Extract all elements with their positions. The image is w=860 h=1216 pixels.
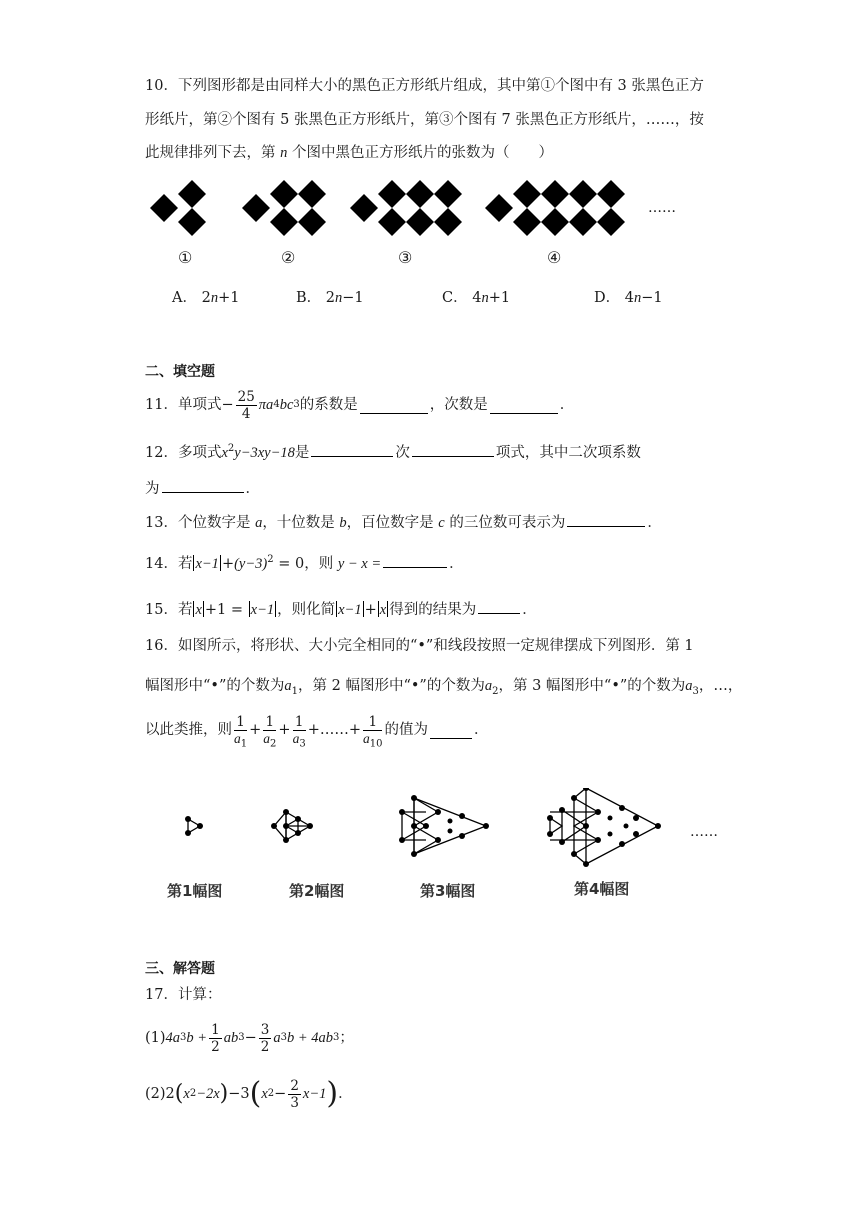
q16-line-1: 16．如图所示，将形状、大小完全相同的“•”和线段按照一定规律摆成下列图形．第 1 (145, 638, 694, 654)
q10-figure-label-3: ③ (398, 248, 413, 267)
q10-figure-label-2: ② (281, 248, 296, 267)
q10-option-d[interactable]: D． 4n−1 (594, 290, 663, 306)
q16-blank[interactable] (430, 722, 472, 739)
q10-figure-label-4: ④ (547, 248, 562, 267)
q12-line-1: 12．多项式$x^2y-3xy-18$是 次 项式，其中二次项系数 (145, 440, 641, 463)
q10-line-1: 10．下列图形都是由同样大小的黑色正方形纸片组成，其中第①个图中有 3 张黑色正方 (145, 78, 704, 94)
q16-figure-label-1: 第1幅图 (167, 882, 223, 900)
q16-line-3: 以此类推，则 $\frac{1}{a_1}$ + $\frac{1}{a_2}$ + $\frac{1}{a_3}$ +……+ $\frac{1}{a_{10}}$ 的值为 ． (145, 713, 489, 750)
q16-figure-label-2: 第2幅图 (289, 882, 345, 900)
q13-blank[interactable] (567, 510, 645, 527)
q14-blank[interactable] (383, 551, 447, 568)
q16-figure-ellipsis: …… (690, 824, 718, 840)
diamond-group-2 (242, 180, 326, 236)
q11-blank-1[interactable] (360, 397, 428, 414)
diamond-group-4 (485, 180, 625, 236)
q13: 13．个位数字是 a，十位数是 b，百位数字是 c 的三位数可表示为 ． (145, 510, 662, 533)
section-heading-fill-in: 二、填空题 (145, 364, 215, 380)
q10-option-a[interactable]: A． 2n+1 (172, 290, 240, 306)
q12-line-2: 为 ． (145, 476, 260, 499)
q10-option-b[interactable]: B． 2n−1 (296, 290, 364, 306)
section-heading-answer: 三、解答题 (145, 961, 215, 977)
q16-figure-label-3: 第3幅图 (420, 882, 476, 900)
q11-fraction: $\frac{25}{4}$ (237, 388, 255, 422)
q11-blank-2[interactable] (490, 397, 558, 414)
q11: 11．单项式 − $\frac{25}{4}$ πa 4 bc 3 的系数是 ，次数是 ． (145, 388, 575, 422)
diamond-group-3 (350, 180, 462, 236)
q14: 14．若 $x-1 +(y-3)^2 = 0$，则 y − x = ． (145, 551, 464, 574)
q16-line-2: 幅图形中“•”的个数为$a_1$，第 2 幅图形中“•”的个数为$a_2$，第 3 幅图形中“•”的个数为$a_3$，…， (145, 678, 743, 697)
q12-blank-2[interactable] (412, 440, 494, 457)
q10-figure-ellipsis: …… (648, 200, 676, 216)
q10-figure-label-1: ① (178, 248, 193, 267)
q12-blank-1[interactable] (311, 440, 393, 457)
q17-part-2: (2) 2 ( x 2 −2x ) −3 ( x 2 − $\frac{2}{3}$ x−1 ) ． (145, 1076, 353, 1111)
q16-figure-label-4: 第4幅图 (574, 880, 630, 898)
diamond-group-1 (150, 180, 206, 236)
q15: 15．若 x +1 = x−1 ，则化简 x−1 + x 得到的结果为 ． (145, 597, 537, 620)
q16-figure-triangles (180, 788, 680, 868)
q10-option-c[interactable]: C． 4n+1 (442, 290, 511, 306)
q12-blank-3[interactable] (162, 476, 244, 493)
q10-line-2: 形纸片，第②个图有 5 张黑色正方形纸片，第③个图有 7 张黑色正方形纸片，……，按 (145, 112, 704, 128)
q17-title: 17．计算： (145, 987, 222, 1003)
q15-blank[interactable] (478, 597, 520, 614)
q17-part-1: (1) 4a 3 b + $\frac{1}{2}$ ab 3 − $\frac{3}{2}$ a 3 b + 4ab 3 ； (145, 1021, 354, 1055)
q10-line-3: 此规律排列下去，第 n 个图中黑色正方形纸片的张数为（ ） (145, 145, 553, 161)
